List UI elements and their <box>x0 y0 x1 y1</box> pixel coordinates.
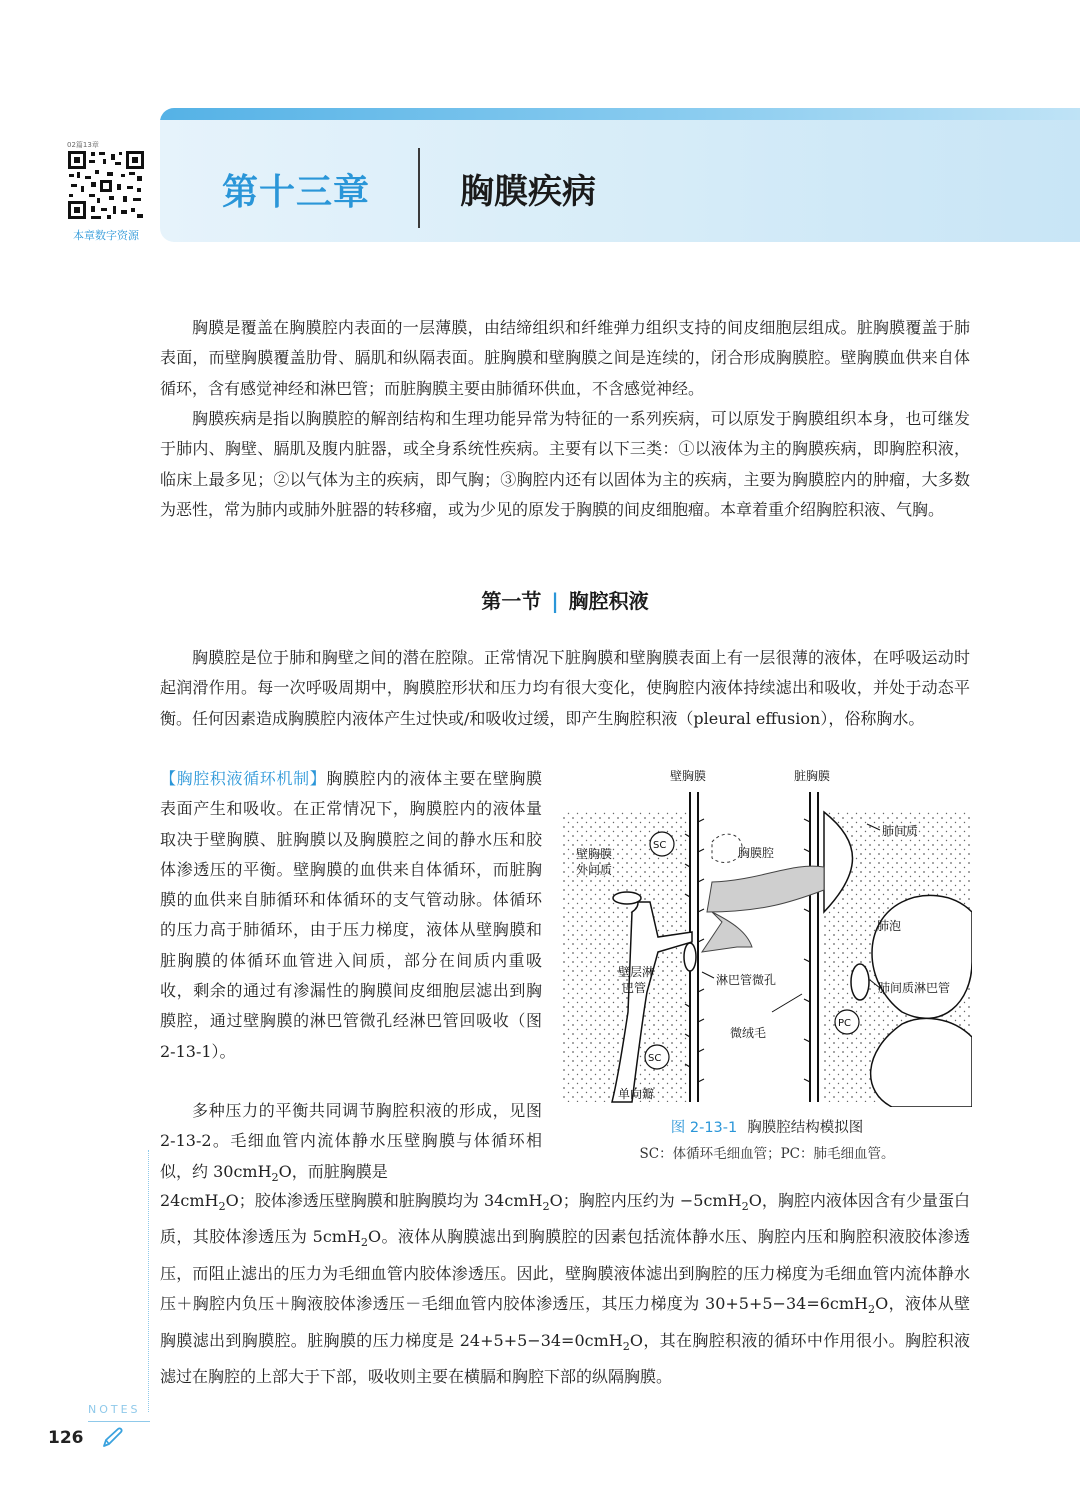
label-sc-top: SC <box>653 840 667 851</box>
qr-caption: 本章数字资源 <box>73 229 139 242</box>
body-paragraph-mechanism <box>160 764 542 1067</box>
interstitial-lymphatic <box>851 964 869 1000</box>
label-alveolus: 肺泡 <box>877 919 902 933</box>
leader-line <box>702 972 714 978</box>
section-title <box>160 585 970 614</box>
subscript: 2 <box>868 1303 876 1317</box>
notes-underline <box>88 1421 150 1422</box>
chapter-banner <box>160 108 1080 242</box>
chapter-title: 胸膜疾病 <box>460 172 596 212</box>
intro-paragraph-2: 胸膜疾病是指以胸膜腔的解剖结构和生理功能异常为特征的一系列疾病，可以原发于胸膜组织本身，也可继发于肺内、胸壁、膈肌及腹内脏器，或全身系统性疾病。主要有以下三类：①以液体为主的胸膜疾病，即胸腔积液，临床上最多见；②以气体为主的疾病，即气胸；③胸腔内还有以固体为主的疾病，主要为胸膜腔内的肿瘤，大多数为恶性，常为肺内或肺外脏器的转移瘤，或为少见的原发于胸膜的间皮细胞瘤。本章着重介绍胸腔积液、气胸。 <box>160 409 970 519</box>
fluid-flow-arrow-in <box>707 866 824 912</box>
label-sc-bottom: SC <box>648 1053 662 1064</box>
intro-paragraph-1: 胸膜是覆盖在胸膜腔内表面的一层薄膜，由结缔组织和纤维弹力组织支持的间皮细胞层组成。脏胸膜覆盖于肺表面，而壁胸膜覆盖肋骨、膈肌和纵隔表面。脏胸膜和壁胸膜之间是连续的，闭合形成胸膜腔。壁胸膜血供来自体循环，含有感觉神经和淋巴管；而脏胸膜主要由肺循环供血，不含感觉神经。 <box>160 318 970 398</box>
section-number: 第一节 <box>481 589 542 613</box>
label-valve: 单向瓣 <box>618 1087 655 1101</box>
text-run: 24cmH <box>160 1191 219 1210</box>
label-lymphatic-2: 巴管 <box>622 981 647 995</box>
banner-accent-strip <box>160 108 1080 120</box>
subscript: 2 <box>741 1200 749 1214</box>
lymphatic-stoma <box>684 943 696 971</box>
text-run: O；胶体渗透压壁胸膜和脏胸膜均为 34cmH <box>225 1191 543 1210</box>
leader-line <box>772 994 802 1012</box>
label-pc: PC <box>838 1018 852 1029</box>
text-run: O，胸腔内液体因含有少量蛋白质，其胶体渗透压为 5cmH <box>160 1191 970 1247</box>
qr-code-label: 02篇13章 <box>67 141 99 149</box>
text-run: O，而脏胸膜是 <box>278 1161 388 1181</box>
label-pleural-cavity: 胸膜腔 <box>738 846 775 860</box>
subscript: 2 <box>542 1200 550 1214</box>
page-number: 126 <box>48 1428 84 1448</box>
lymphatic-opening <box>613 892 641 904</box>
pencil-icon <box>100 1426 126 1450</box>
pleural-cavity-diagram <box>562 762 972 1107</box>
subscript: 2 <box>271 1170 279 1184</box>
text-run: O；胸腔内压约为 −5cmH <box>549 1191 742 1210</box>
section-name: 胸腔积液 <box>568 589 649 613</box>
text-run: O，其在胸腔积液的循环中作用很小。胸腔积液滤过在胸腔的上部大于下部，吸收则主要在横膈和胸腔下部的纵隔胸膜。 <box>160 1330 970 1387</box>
label-visceral-pleura: 脏胸膜 <box>794 769 831 783</box>
subscript: 2 <box>622 1339 630 1353</box>
mechanism-text: 胸膜腔内的液体主要在壁胸膜表面产生和吸收。在正常情况下，胸膜腔内的液体量取决于壁胸膜、脏胸膜以及胸膜腔之间的静水压和胶体渗透压的平衡。壁胸膜的血供来自体循环，而脏胸膜的血供来自肺循环和体循环的支气管动脉。体循环的压力高于肺循环，由于压力梯度，液体从壁胸膜和脏胸膜的体循环血管进入间质，部分在间质内重吸收，剩余的通过有渗漏性的胸膜间皮细胞层滤出到胸膜腔，通过壁胸膜的淋巴管微孔经淋巴管回吸收（图 2-13-1）。 <box>160 769 542 1061</box>
figure-number: 图 2-13-1 <box>670 1120 738 1136</box>
qr-code-icon[interactable] <box>67 150 145 220</box>
subscript: 2 <box>360 1236 369 1250</box>
label-lymphatic-1: 壁层淋 <box>618 965 655 979</box>
label-interstitium: 肺间质 <box>882 824 919 838</box>
figure-note: SC：体循环毛细血管；PC：肺毛细血管。 <box>639 1146 895 1162</box>
mechanism-heading: 【胸腔积液循环机制】 <box>160 769 327 788</box>
fluid-flow-arrow-down <box>702 912 752 952</box>
notes-margin-line <box>148 1150 149 1412</box>
text-run: O。液体从胸膜滤出到胸膜腔的因素包括流体静水压、胸腔内压和胸腔积液胶体渗透压，而阻止滤出的压力为毛细血管内胶体渗透压。因此，壁胸膜液体滤出到胸腔的压力梯度为毛细血管内流体静水压＋胸腔内负压＋胸液胶体渗透压－毛细血管内胶体渗透压，其压力梯度为 30+5+5−34=6cmH <box>160 1227 970 1314</box>
text-run: 多种压力的平衡共同调节胸腔积液的形成，见图 2-13-2。毛细血管内流体静水压壁胸膜与体循环相似，约 30cmH <box>160 1101 542 1181</box>
subscript: 2 <box>218 1200 226 1214</box>
label-parietal-pleura: 壁胸膜 <box>670 769 707 783</box>
label-extrapleural-2: 外间质 <box>576 863 613 877</box>
banner-divider <box>418 148 420 228</box>
figure-caption <box>560 1116 974 1137</box>
label-stoma: 淋巴管微孔 <box>716 973 777 987</box>
visceral-pleura <box>810 792 818 1102</box>
text-run: O，液体从壁胸膜滤出到胸膜腔。脏胸膜的压力梯度是 24+5+5−34=0cmH <box>160 1294 970 1350</box>
label-interstitial-lymphatic: 肺间质淋巴管 <box>878 981 951 995</box>
notes-label: NOTES <box>88 1403 141 1416</box>
label-microvilli: 微绒毛 <box>730 1026 767 1040</box>
body-paragraph-pleural-cavity: 胸膜腔是位于肺和胸壁之间的潜在腔隙。正常情况下脏胸膜和壁胸膜表面上有一层很薄的液体，在呼吸运动时起润滑作用。每一次呼吸周期中，胸膜腔形状和压力均有很大变化，使胸腔内液体持续滤出和吸收，并处于动态平衡。任何因素造成胸膜腔内液体产生过快或/和吸收过缓，即产生胸腔积液（pleural effusion），俗称胸水。 <box>160 648 970 728</box>
label-extrapleural-1: 壁胸膜 <box>576 847 613 861</box>
figure-title: 胸膜腔结构模拟图 <box>747 1120 864 1136</box>
section-separator: | <box>551 589 559 613</box>
body-paragraph-pressure-gradient <box>160 1186 970 1393</box>
body-paragraph-pressure-intro <box>160 1096 542 1193</box>
chapter-number: 第十三章 <box>222 172 371 213</box>
